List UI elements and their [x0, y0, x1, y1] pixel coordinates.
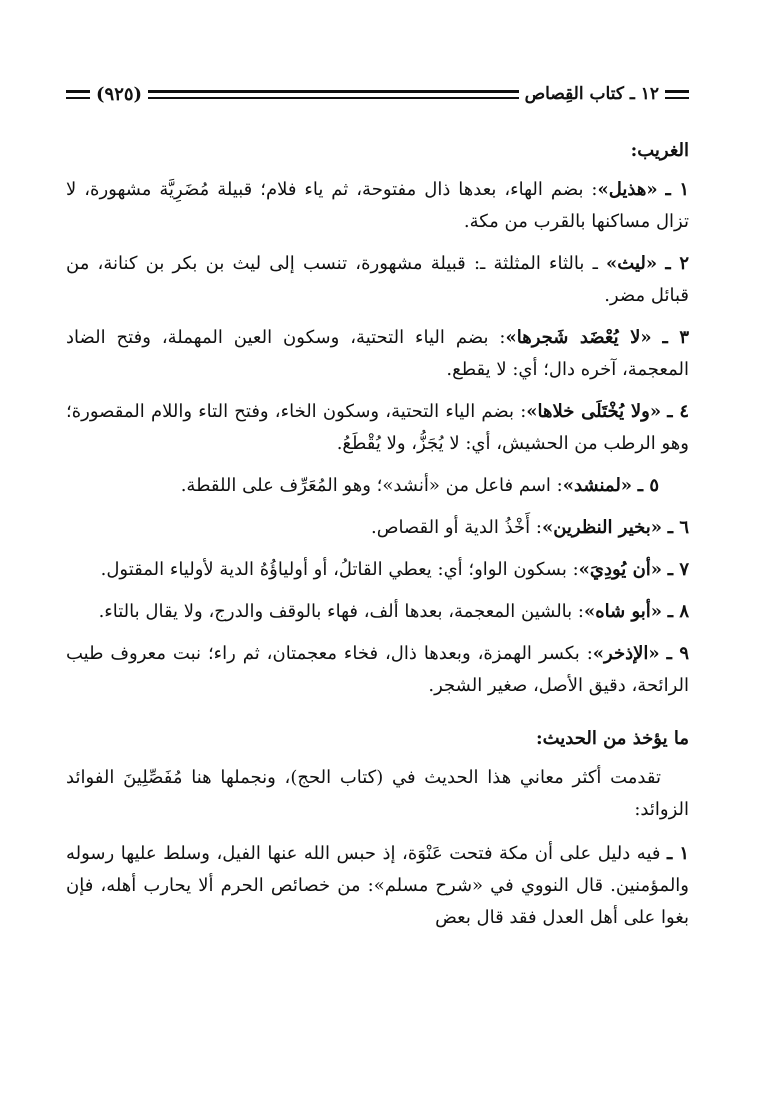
item-term: «لمنشد»: [562, 475, 633, 496]
book-page: [66, 78, 689, 1099]
item-number: ٧ ـ: [667, 559, 689, 580]
item-number: ٤ ـ: [667, 401, 689, 422]
gharib-heading: الغريب:: [630, 140, 689, 161]
lessons-heading: ما يؤخذ من الحديث:: [535, 728, 689, 749]
item-text: : بضم الياء التحتية، وسكون الخاء، وفتح التاء واللام المقصورة؛ وهو الرطب من الحشيش، أي: لا يُجَزُّ، ولا يُقْطَعُ.: [66, 401, 689, 454]
item-term: «ولا يُخْتَلَى خلاها»: [526, 401, 662, 422]
item-text: : اسم فاعل من «أنشد»؛ وهو المُعَرِّف على اللقطة.: [180, 475, 563, 496]
gharib-item-7: [66, 554, 689, 586]
item-text: : بضم الياء التحتية، وسكون العين المهملة، وفتح الضاد المعجمة، آخره دال؛ أي: لا يقطع.: [66, 327, 689, 380]
gharib-item-2: [66, 248, 689, 312]
item-number: ١ ـ: [667, 843, 689, 864]
header-rule-left: [66, 90, 90, 99]
item-text: : بضم الهاء، بعدها ذال مفتوحة، ثم ياء فلام؛ قبيلة مُضَرِيَّة مشهورة، لا تزال مساكنها بالقرب من مكة.: [66, 179, 689, 232]
gharib-item-1: [66, 174, 689, 238]
running-header: [66, 78, 689, 110]
gharib-item-3: [66, 322, 689, 386]
item-number: ٨ ـ: [667, 601, 689, 622]
item-number: ٦ ـ: [667, 517, 689, 538]
item-text: ـ بالثاء المثلثة ـ: قبيلة مشهورة، تنسب إلى ليث بن بكر بن كنانة، من قبائل مضر.: [66, 253, 689, 306]
item-text: فيه دليل على أن مكة فتحت عَنْوَة، إذ حبس الله عنها الفيل، وسلط عليها رسوله والمؤمنين. قال النووي في «شرح مسلم»: من خصائص الحرم ألا يحارب أهله، فإن بغوا على أهل العدل فقد قال بعض: [66, 843, 689, 928]
page-number: (٩٢٥): [96, 83, 143, 105]
item-number: ٥ ـ: [637, 475, 659, 496]
item-term: «لا يُعْضَد شَجرها»: [505, 327, 652, 348]
item-number: ٩ ـ: [666, 643, 689, 664]
item-number: ١ ـ: [665, 179, 689, 200]
item-term: «الإذخر»: [592, 643, 660, 664]
gharib-item-8: [66, 596, 689, 628]
lesson-item-1: [66, 838, 689, 934]
header-rule-right: [665, 90, 689, 99]
item-term: «بخير النظرين»: [541, 517, 663, 538]
item-term: «أن يُودِيَ»: [578, 559, 663, 580]
chapter-title: ١٢ ـ كتاب القِصاص: [524, 84, 659, 104]
item-text: : بكسر الهمزة، وبعدها ذال، فخاء معجمتان، ثم راء؛ نبت معروف طيب الرائحة، دقيق الأصل، صغير الشجر.: [66, 643, 689, 696]
header-rule-middle: [148, 90, 519, 99]
gharib-item-4: [66, 396, 689, 460]
item-term: «أبو شاه»: [583, 601, 663, 622]
item-number: ٣ ـ: [662, 327, 689, 348]
item-text: : أَخْذُ الدية أو القصاص.: [370, 517, 542, 538]
item-text: : بالشين المعجمة، بعدها ألف، فهاء بالوقف والدرج، ولا يقال بالتاء.: [98, 601, 584, 622]
gharib-item-6: [66, 512, 689, 544]
gharib-item-9: [66, 638, 689, 702]
item-number: ٢ ـ: [665, 253, 689, 274]
item-term: «هذيل»: [597, 179, 658, 200]
lessons-intro: تقدمت أكثر معاني هذا الحديث في (كتاب الحج)، ونجملها هنا مُفَصِّلِينَ الفوائد الزوائد:: [66, 767, 689, 820]
item-text: : بسكون الواو؛ أي: يعطي القاتلُ، أو أولياؤُهُ الدية لأولياء المقتول.: [100, 559, 579, 580]
gharib-item-5: [66, 470, 689, 502]
item-term: «ليث»: [606, 253, 658, 274]
